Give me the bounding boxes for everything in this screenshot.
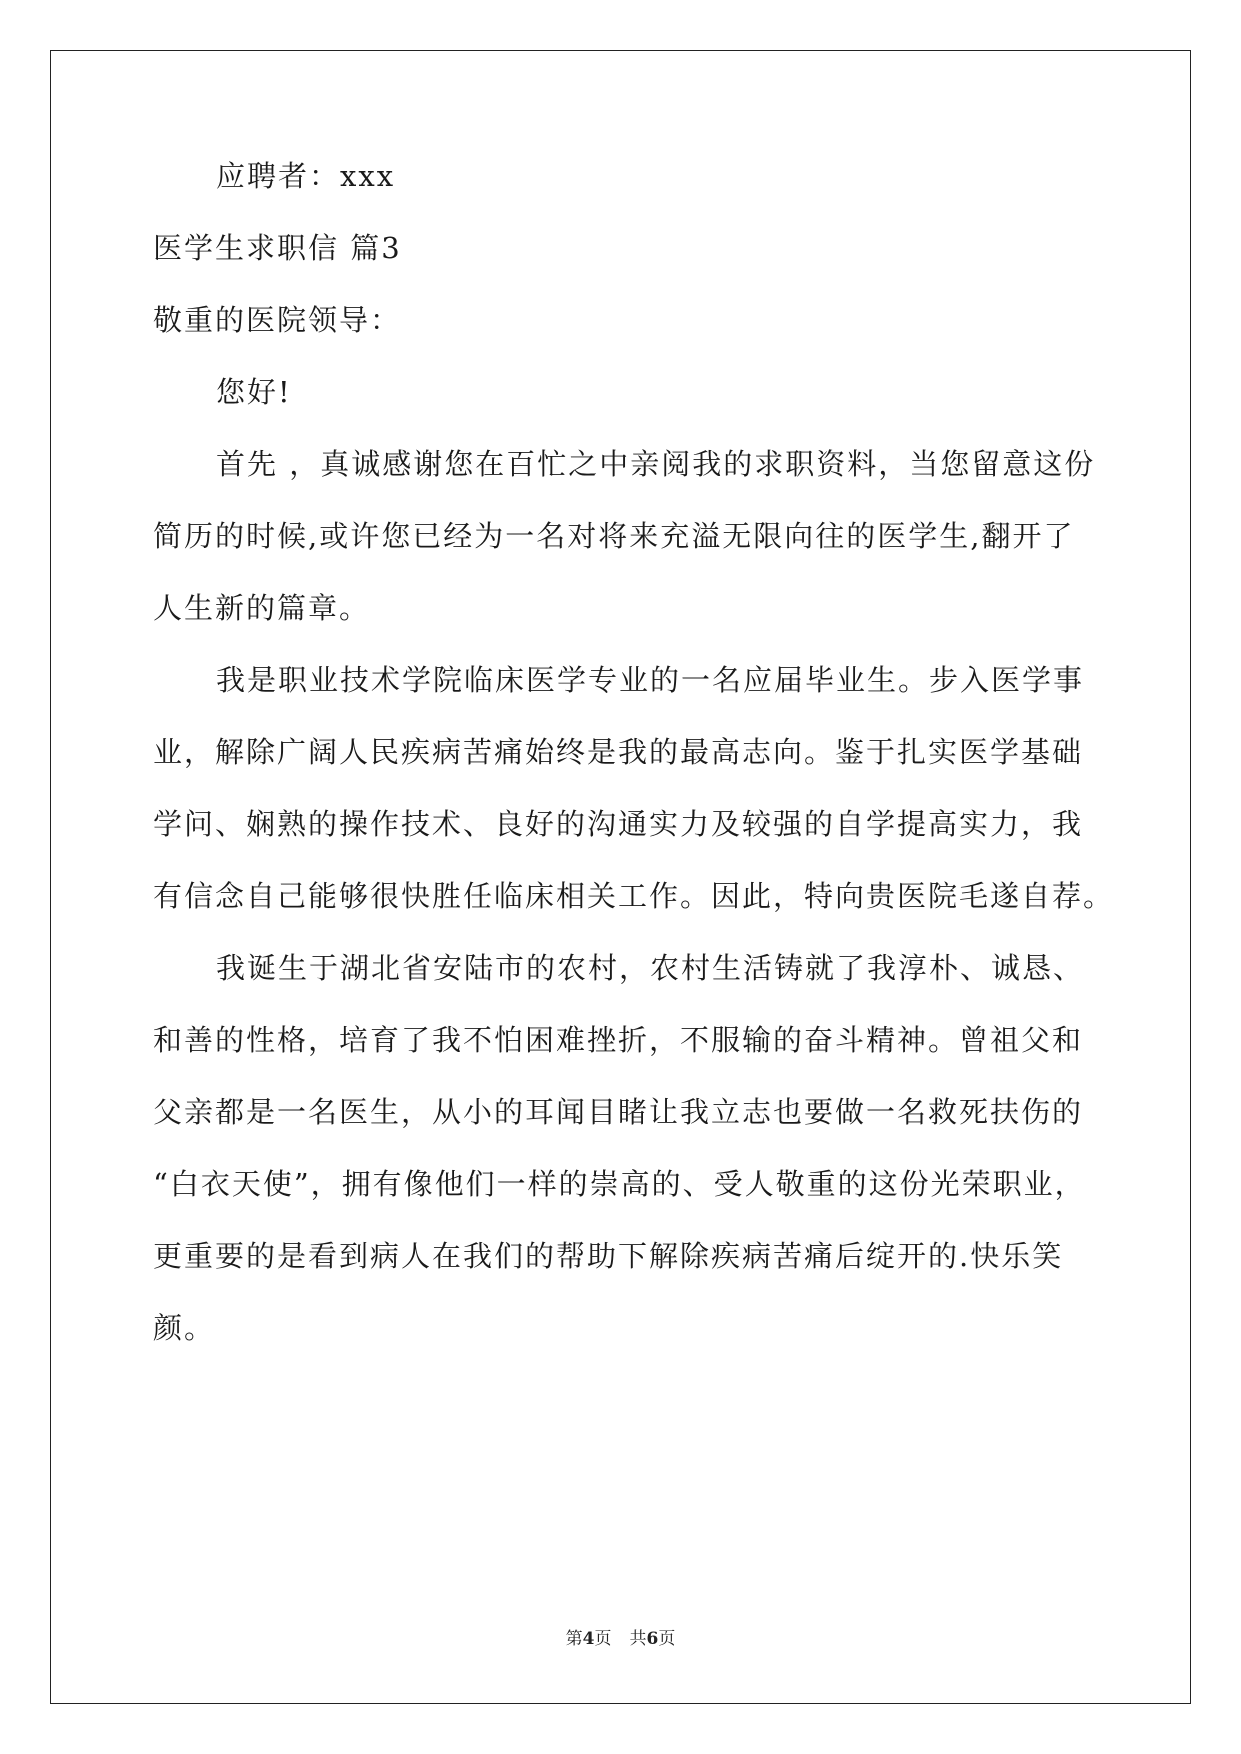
total-prefix: 共 (629, 1629, 647, 1649)
total-suffix: 页 (658, 1629, 676, 1649)
page-prefix: 第 (565, 1629, 583, 1649)
paragraph-1-line-2: 简历的时候,或许您已经为一名对将来充溢无限向往的医学生,翻开了 (153, 519, 1075, 553)
paragraph-2-line-2: 业，解除广阔人民疾病苦痛始终是我的最高志向。鉴于扎实医学基础 (153, 735, 1084, 769)
greeting: 您好! (216, 375, 292, 409)
paragraph-1-line-3: 人生新的篇章。 (153, 591, 371, 625)
page-footer (0, 1628, 1241, 1650)
paragraph-3-line-3: 父亲都是一名医生，从小的耳闻目睹让我立志也要做一名救死扶伤的 (153, 1095, 1084, 1129)
applicant-line: 应聘者：xxx (216, 159, 396, 193)
page-current: 4 (582, 1629, 595, 1649)
paragraph-2-line-4: 有信念自己能够很快胜任临床相关工作。因此，特向贵医院毛遂自荐。 (153, 879, 1115, 913)
salutation: 敬重的医院领导： (153, 303, 402, 337)
paragraph-3-line-1: 我诞生于湖北省安陆市的农村，农村生活铸就了我淳朴、诚恳、 (216, 951, 1085, 985)
paragraph-1-line-1: 首先 ，真诚感谢您在百忙之中亲阅我的求职资料，当您留意这份 (216, 447, 1096, 481)
page-suffix: 页 (594, 1629, 612, 1649)
paragraph-2-line-1: 我是职业技术学院临床医学专业的一名应届毕业生。步入医学事 (216, 663, 1085, 697)
page-total: 6 (646, 1629, 659, 1649)
paragraph-3-line-2: 和善的性格，培育了我不怕困难挫折，不服输的奋斗精神。曾祖父和 (153, 1023, 1084, 1057)
paragraph-3-line-5: 更重要的是看到病人在我们的帮助下解除疾病苦痛后绽开的.快乐笑 (153, 1239, 1064, 1273)
section-title: 医学生求职信 篇3 (153, 231, 402, 265)
paragraph-3-line-6: 颜。 (153, 1311, 216, 1345)
page-border (50, 50, 1191, 1704)
paragraph-2-line-3: 学问、娴熟的操作技术、良好的沟通实力及较强的自学提高实力，我 (153, 807, 1084, 841)
paragraph-3-line-4: “白衣天使”，拥有像他们一样的崇高的、受人敬重的这份光荣职业， (153, 1167, 1086, 1201)
